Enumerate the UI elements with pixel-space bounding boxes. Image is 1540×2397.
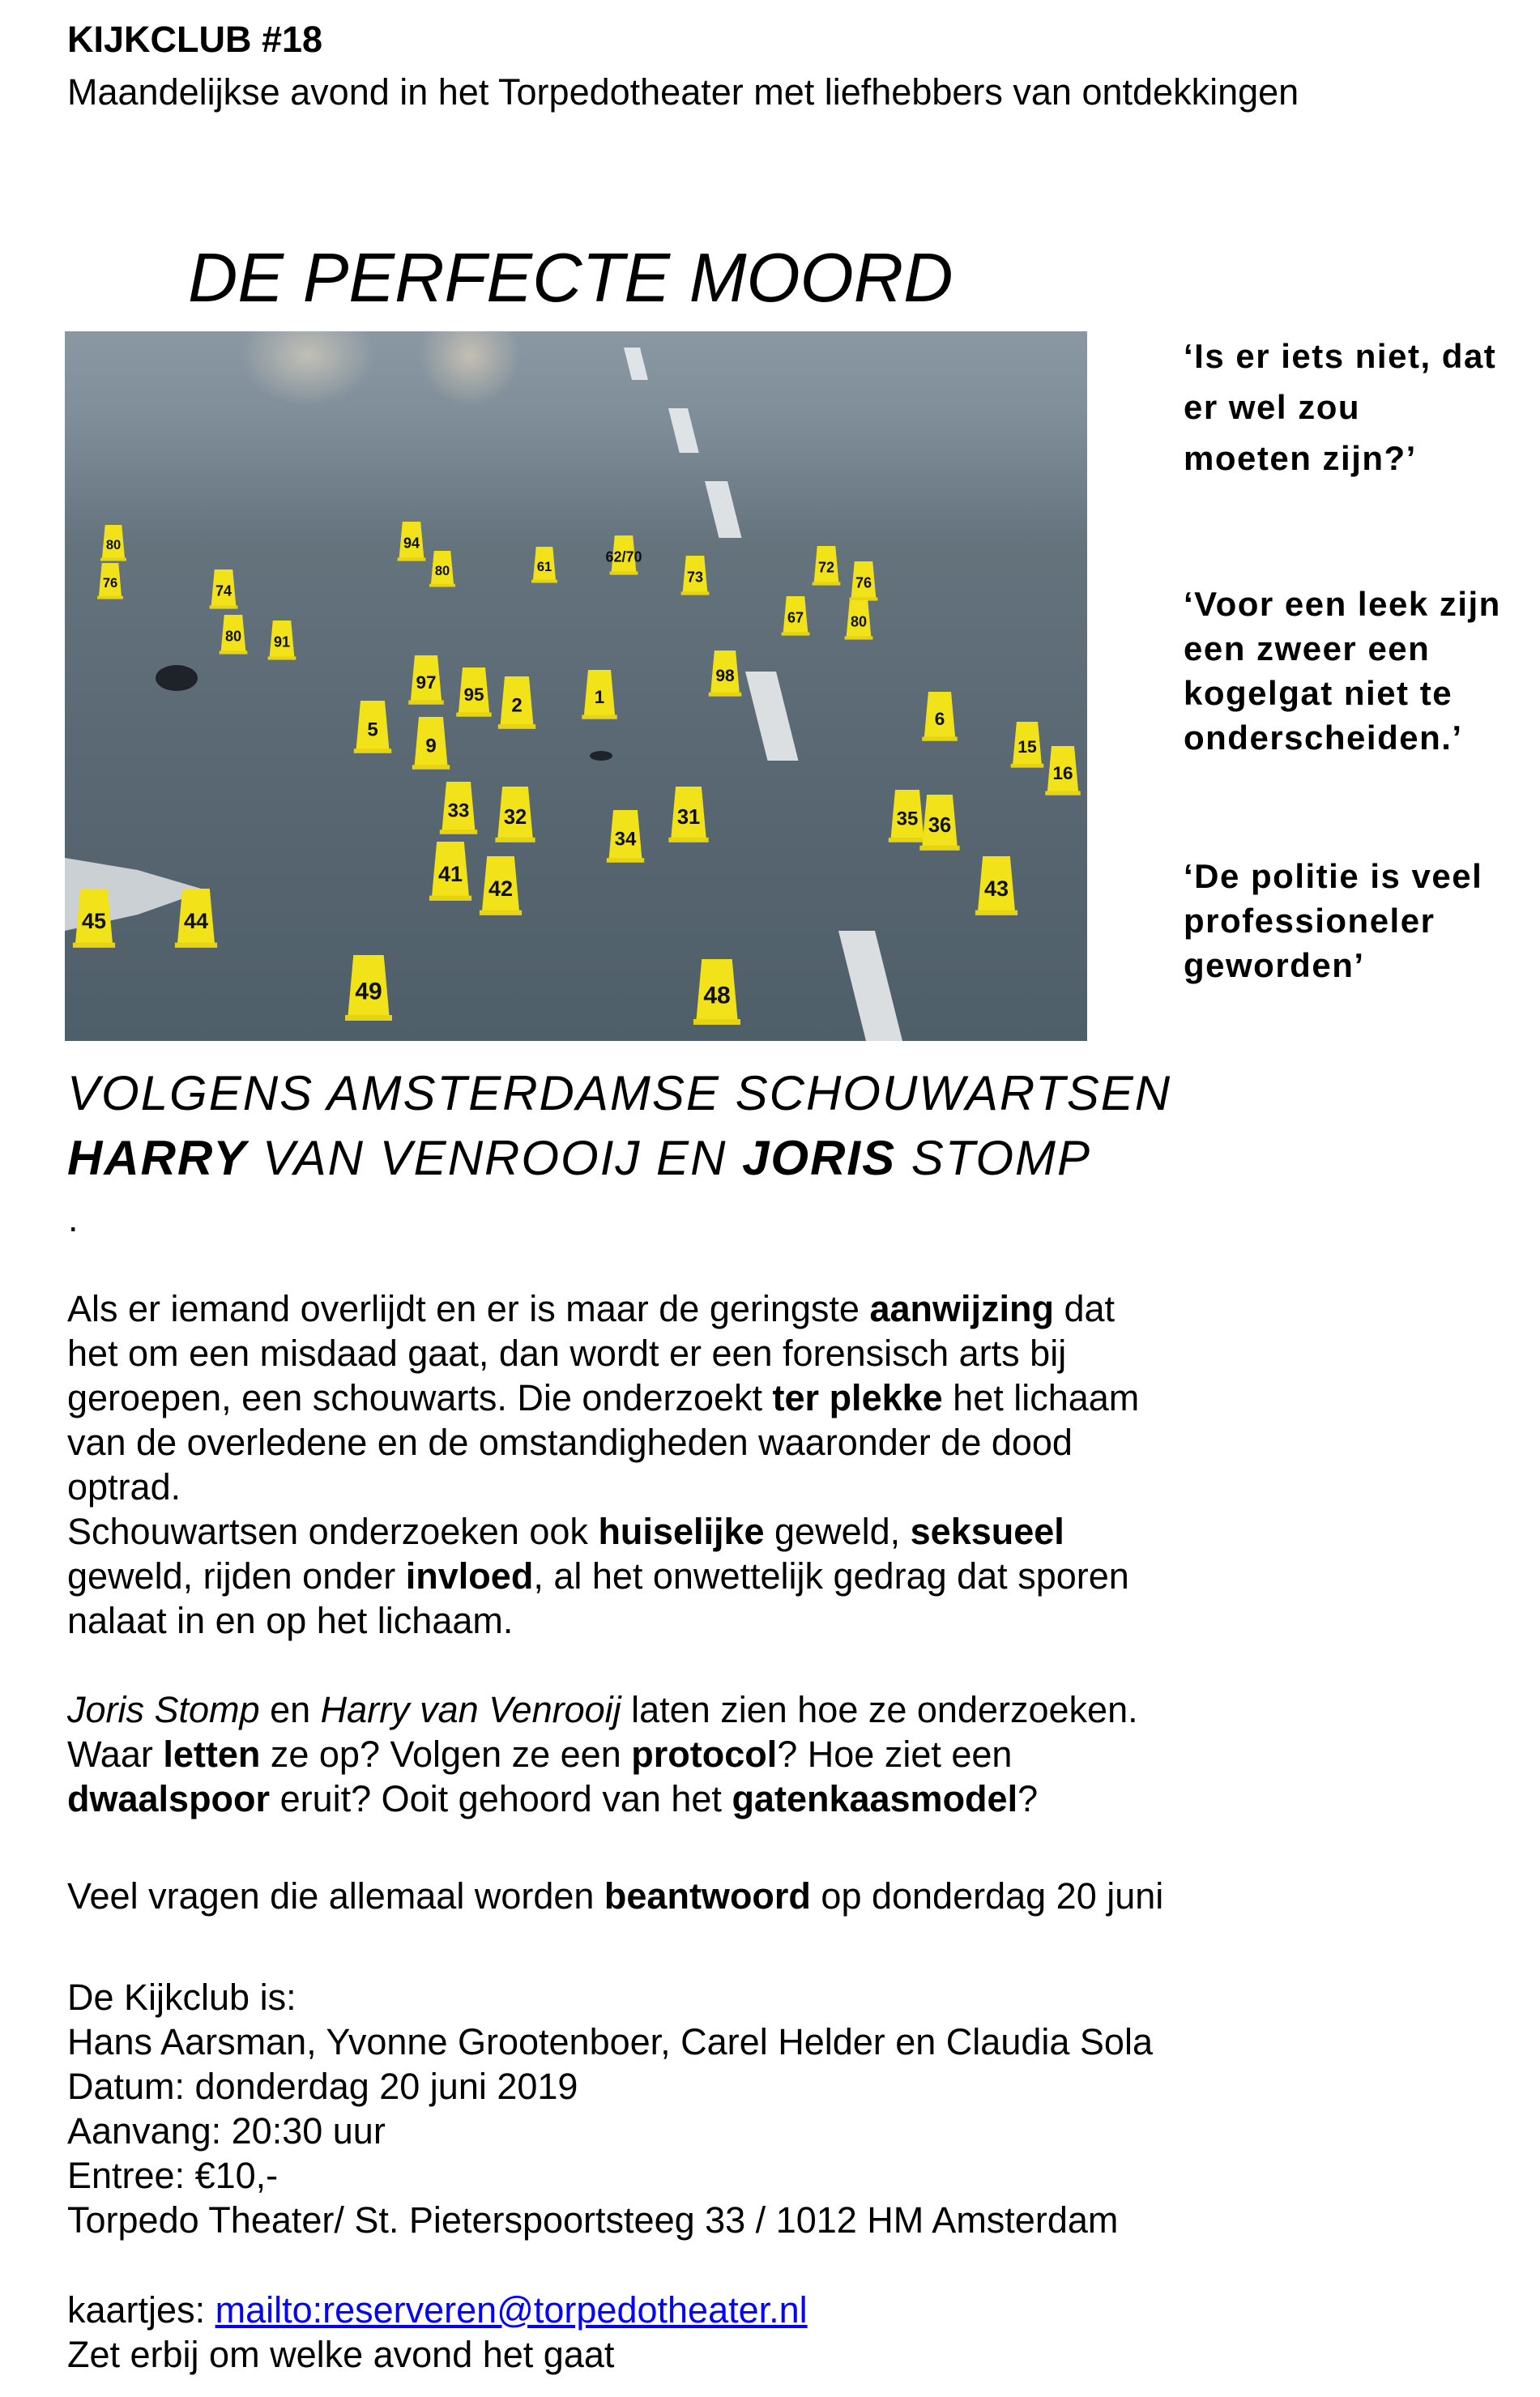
emphasis: beantwoord [604,1875,811,1917]
text: op donderdag 20 juni [810,1875,1164,1917]
tickets-label: kaartjes: [67,2289,215,2331]
evidence-marker-number: 80 [434,563,450,578]
kicker-heading: KIJKCLUB #18 [67,19,323,60]
text: geroepen, een schouwarts. Die onderzoekt [67,1377,773,1418]
text: laten zien hoe ze onderzoeken. [621,1689,1138,1730]
evidence-marker-base [582,715,617,719]
event-address: Torpedo Theater/ St. Pieterspoortsteeg 33 / 1012 HM Amsterdam [67,2199,1119,2241]
subtitle: Maandelijkse avond in het Torpedotheater met liefhebbers van ontdekkingen [67,71,1299,113]
evidence-marker-number: 62/70 [605,548,642,565]
evidence-marker-base [220,650,248,654]
evidence-marker-base [709,693,742,697]
evidence-marker-number: 72 [817,559,835,576]
evidence-marker-base [480,911,522,915]
evidence-marker-base [440,830,477,834]
text: geweld, [764,1511,911,1552]
evidence-marker-base [175,943,217,948]
text: dat [1054,1288,1116,1329]
tickets-line [67,2288,808,2332]
evidence-marker-base [1011,764,1044,768]
evidence-marker-base [408,701,444,705]
evidence-marker-base [693,1019,740,1025]
tickets-email-link[interactable]: mailto:reserveren@torpedotheater.nl [215,2289,808,2331]
evidence-marker-number: 61 [536,559,552,574]
quote-line: ‘Voor een leek zijn [1184,585,1501,623]
evidence-marker-base [412,765,450,770]
evidence-marker-number: 42 [488,876,514,901]
quote-line: er wel zou [1184,388,1361,426]
evidence-marker-number: 35 [896,808,919,830]
evidence-marker-base [610,571,638,574]
evidence-marker-base [429,584,455,587]
evidence-marker-base [429,896,471,901]
debris [590,751,612,761]
body-line [67,1509,1139,1554]
evidence-marker-base [495,838,535,842]
evidence-marker-number: 34 [614,828,637,851]
evidence-marker-base [668,838,708,842]
text: en [259,1689,321,1730]
headline-line-2 [67,1126,1171,1191]
evidence-marker-number: 95 [463,684,484,705]
headline-text: VAN VENROOIJ EN [247,1131,743,1185]
emphasis: invloed [405,1555,534,1597]
evidence-marker-base [268,656,296,659]
evidence-marker-number: 74 [215,582,232,599]
evidence-marker-number: 33 [447,800,470,822]
text: Als er iemand overlijdt en er is maar de geringste [67,1288,870,1329]
evidence-marker-number: 80 [105,537,122,552]
evidence-marker-base [97,596,123,599]
body-line [67,1732,1138,1776]
evidence-marker-number: 67 [787,609,804,626]
stray-dot: . [68,1198,79,1239]
event-start-time: Aanvang: 20:30 uur [67,2110,386,2152]
body-line: het om een misdaad gaat, dan wordt er een forensisch arts bij [67,1333,1067,1374]
emphasis: huiselijke [598,1511,765,1552]
emphasis: protocol [631,1734,778,1775]
quote-3 [1184,854,1532,987]
emphasis: aanwijzing [869,1288,1054,1329]
evidence-marker-base [919,846,959,851]
name-italic: Joris Stomp [67,1689,260,1730]
evidence-marker-number: 97 [416,672,437,693]
headline-line-1: VOLGENS AMSTERDAMSE SCHOUWARTSEN [67,1066,1172,1120]
body-line [67,1286,1139,1331]
crime-scene-photo [65,331,1087,1041]
evidence-marker-base [782,632,810,635]
paragraph-1 [67,1286,1139,1643]
evidence-marker-number: 98 [715,667,735,686]
paragraph-3 [67,1874,1163,1918]
quote-line: ‘Is er iets niet, dat [1184,337,1497,375]
evidence-marker-number: 48 [703,982,731,1009]
evidence-marker-number: 5 [367,719,378,741]
club-members: Hans Aarsman, Yvonne Grootenboer, Carel Helder en Claudia Sola [67,2021,1153,2062]
evidence-marker-number: 44 [183,908,209,933]
debris [156,665,198,691]
emphasis: ter plekke [772,1377,943,1418]
tickets-note: Zet erbij om welke avond het gaat [67,2334,615,2375]
quote-line: een zweer een [1184,629,1431,667]
event-details [67,1975,1153,2242]
quote-line: kogelgat niet te [1184,674,1453,712]
evidence-marker-number: 94 [403,535,420,552]
body-line: optrad. [67,1466,181,1508]
body-line [67,1687,1138,1732]
quote-1 [1184,331,1532,484]
paragraph-2 [67,1687,1138,1821]
evidence-marker-number: 9 [425,735,437,757]
evidence-marker-number: 41 [437,861,463,886]
evidence-marker-number: 36 [928,814,952,838]
name-joris: JORIS [742,1131,897,1185]
lane-marking [668,408,699,453]
text: Schouwartsen onderzoeken ook [67,1511,599,1552]
evidence-marker-base [100,558,126,561]
text: ? [1017,1778,1039,1819]
headline-text: STOMP [896,1131,1092,1185]
evidence-marker-base [1045,791,1081,795]
text: eruit? Ooit gehoord van het [270,1778,732,1819]
evidence-marker-base [73,943,115,948]
evidence-marker-number: 1 [594,686,605,707]
evidence-marker-base [845,636,873,639]
evidence-marker-number: 16 [1052,762,1073,783]
lane-marking [705,481,742,538]
quote-2 [1184,582,1532,760]
evidence-marker-number: 76 [102,575,118,591]
evidence-marker-number: 6 [934,708,945,729]
quote-line: ‘De politie is veel [1184,857,1483,895]
text: Veel vragen die allemaal worden [67,1875,604,1917]
evidence-marker-base [210,605,238,608]
evidence-marker-base [354,749,391,753]
name-italic: Harry van Venrooij [320,1689,621,1730]
body-line [67,1874,1163,1918]
evidence-marker-base [498,724,535,729]
text: ? Hoe ziet een [777,1734,1013,1775]
emphasis: dwaalspoor [67,1778,271,1819]
text: Waar [67,1734,164,1775]
evidence-marker-base [398,557,426,561]
body-line [67,1554,1139,1598]
emphasis: letten [163,1734,261,1775]
quote-line: onderscheiden.’ [1184,719,1463,757]
evidence-marker-number: 31 [676,806,701,830]
photo-illustration [65,331,1087,1041]
evidence-marker-number: 15 [1017,738,1037,757]
evidence-marker-base [813,582,841,585]
lane-marking [838,931,903,1041]
body-line: nalaat in en op het lichaam. [67,1600,514,1641]
body-line [67,1776,1138,1821]
body-line [67,1376,1139,1420]
name-harry: HARRY [67,1131,248,1185]
text: het lichaam [942,1377,1140,1418]
quote-line: moeten zijn?’ [1184,439,1417,477]
evidence-marker-base [531,580,557,583]
event-date: Datum: donderdag 20 juni 2019 [67,2066,578,2107]
lane-marking [745,672,799,761]
evidence-marker-base [850,597,878,600]
evidence-marker-number: 80 [224,628,242,645]
evidence-marker-base [889,838,926,842]
lane-marking [624,348,648,380]
page-title: DE PERFECTE MOORD [188,240,953,317]
tickets [67,2288,808,2377]
text: ze op? Volgen ze een [260,1734,632,1775]
evidence-marker-base [975,911,1017,915]
quote-line: geworden’ [1184,946,1365,984]
evidence-marker-number: 91 [273,633,291,650]
headline [67,1061,1171,1191]
emphasis: seksueel [910,1511,1064,1552]
body-line: van de overledene en de omstandigheden waaronder de dood [67,1422,1073,1463]
evidence-marker-number: 32 [503,806,527,830]
evidence-marker-number: 43 [983,876,1009,901]
text: geweld, rijden onder [67,1555,406,1597]
evidence-marker-base [456,713,492,717]
text: , al het onwettelijk gedrag dat sporen [533,1555,1129,1597]
evidence-marker-number: 80 [850,613,868,630]
evidence-marker-number: 49 [355,978,382,1005]
emphasis: gatenkaasmodel [732,1778,1018,1819]
quote-line: professioneler [1184,902,1435,940]
evidence-marker-base [681,591,710,595]
evidence-marker-base [607,858,644,863]
evidence-marker-number: 2 [511,694,523,717]
event-entry-price: Entree: €10,- [67,2155,279,2196]
evidence-marker-number: 73 [686,569,704,586]
evidence-marker-base [345,1015,392,1021]
evidence-marker-base [922,737,958,741]
evidence-marker-number: 76 [855,574,872,591]
evidence-marker-number: 45 [81,908,107,933]
club-intro: De Kijkclub is: [67,1977,296,2018]
